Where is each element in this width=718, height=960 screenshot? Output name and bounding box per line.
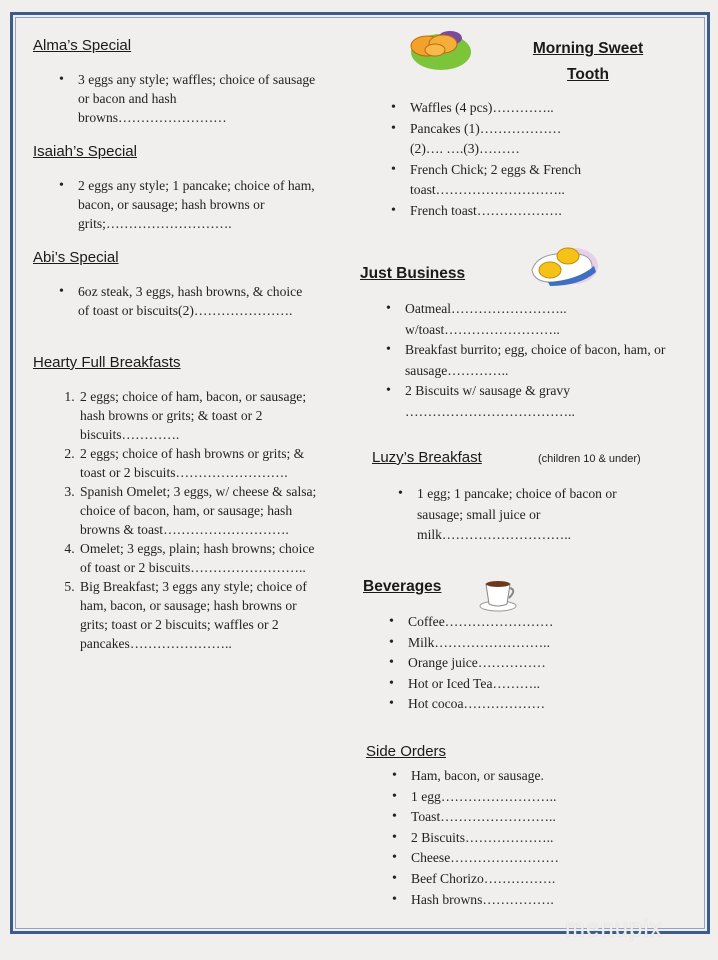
almas-special-section [33, 36, 333, 127]
menu-item: 4. Omelet; 3 eggs, plain; hash browns; choice of toast or 2 biscuits…………………….. [78, 539, 321, 577]
menu-item: • Cheese…………………… [411, 848, 611, 869]
menu-item: • Beef Chorizo……………. [411, 869, 611, 890]
pancakes-icon [405, 26, 473, 72]
section-title: Abi’s Special [33, 249, 119, 266]
menu-item: • Hot or Iced Tea……….. [408, 674, 608, 695]
menu-item: 1. 2 eggs; choice of ham, bacon, or sausage; hash browns or grits; & toast or 2 biscuits…………. [78, 387, 321, 444]
menu-item: • French Chick; 2 eggs & French toast……………………….. [410, 160, 595, 201]
menu-item: 2. 2 eggs; choice of hash browns or grits; & toast or 2 biscuits……………………. [78, 444, 321, 482]
section-title: Isaiah’s Special [33, 143, 137, 160]
section-title: Hearty Full Breakfasts [33, 354, 181, 371]
morning-sweet-tooth-title: Morning Sweet Tooth [532, 40, 644, 83]
menu-item: • Breakfast burrito; egg, choice of bacon, ham, or sausage………….. [405, 340, 675, 381]
menu-item: • 3 eggs any style; waffles; choice of sausage or bacon and hash browns…………………… [78, 70, 323, 127]
beverages-section [408, 612, 608, 715]
menu-item: • 2 Biscuits……………….. [411, 828, 611, 849]
menu-item: • Waffles (4 pcs)………….. [410, 98, 595, 119]
side-orders-section [411, 766, 611, 910]
isaiahs-special-section [33, 142, 333, 233]
fried-eggs-icon [528, 244, 600, 288]
menu-item: • Orange juice…………… [408, 653, 608, 674]
menu-item: • French toast………………. [410, 201, 595, 222]
just-business-section [405, 299, 675, 423]
section-title: Alma’s Special [33, 37, 132, 54]
menu-item: • Toast…………………….. [411, 807, 611, 828]
coffee-cup-icon [479, 576, 519, 614]
menu-item: • 1 egg; 1 pancake; choice of bacon or sausage; small juice or milk……………………….. [417, 484, 647, 546]
menu-item: • 1 egg…………………….. [411, 787, 611, 808]
abis-special-section [33, 248, 333, 320]
menu-item: • Hot cocoa……………… [408, 694, 608, 715]
luzys-breakfast-title: Luzy’s Breakfast (children 10 & under) [372, 449, 641, 466]
menu-item: • Hash browns……………. [411, 890, 611, 911]
age-note: (children 10 & under) [538, 453, 641, 465]
menu-item: • Milk…………………….. [408, 633, 608, 654]
menu-item: • 2 eggs any style; 1 pancake; choice of ham, bacon, or sausage; hash browns or grits;………………………. [78, 176, 323, 233]
side-orders-title: Side Orders [366, 743, 447, 760]
menu-item: • Coffee…………………… [408, 612, 608, 633]
menu-item: • 6oz steak, 3 eggs, hash browns, & choice of toast or biscuits(2)…………………. [78, 282, 303, 320]
menu-item: • Ham, bacon, or sausage. [411, 766, 611, 787]
morning-sweet-tooth-section [410, 98, 595, 222]
hearty-breakfasts-section [33, 353, 333, 653]
menu-item: 3. Spanish Omelet; 3 eggs, w/ cheese & salsa; choice of bacon, ham, or sausage; hash browns & toast………………………. [78, 482, 321, 539]
menu-item: • Oatmeal…………………….. w/toast…………………….. [405, 299, 585, 340]
menu-item: • 2 Biscuits w/ sausage & gravy ……………………………….. [405, 381, 595, 422]
menu-item: • Pancakes (1)……………… (2)…. ….(3)……… [410, 119, 595, 160]
beverages-title: Beverages [363, 578, 442, 595]
luzys-breakfast-section [417, 484, 647, 546]
just-business-title: Just Business [360, 265, 466, 282]
menu-item: 5. Big Breakfast; 3 eggs any style; choice of ham, bacon, or sausage; hash browns or grits; toast or 2 biscuits; waffles or 2 pancakes………………….. [78, 577, 321, 653]
watermark: menupix [565, 915, 663, 942]
